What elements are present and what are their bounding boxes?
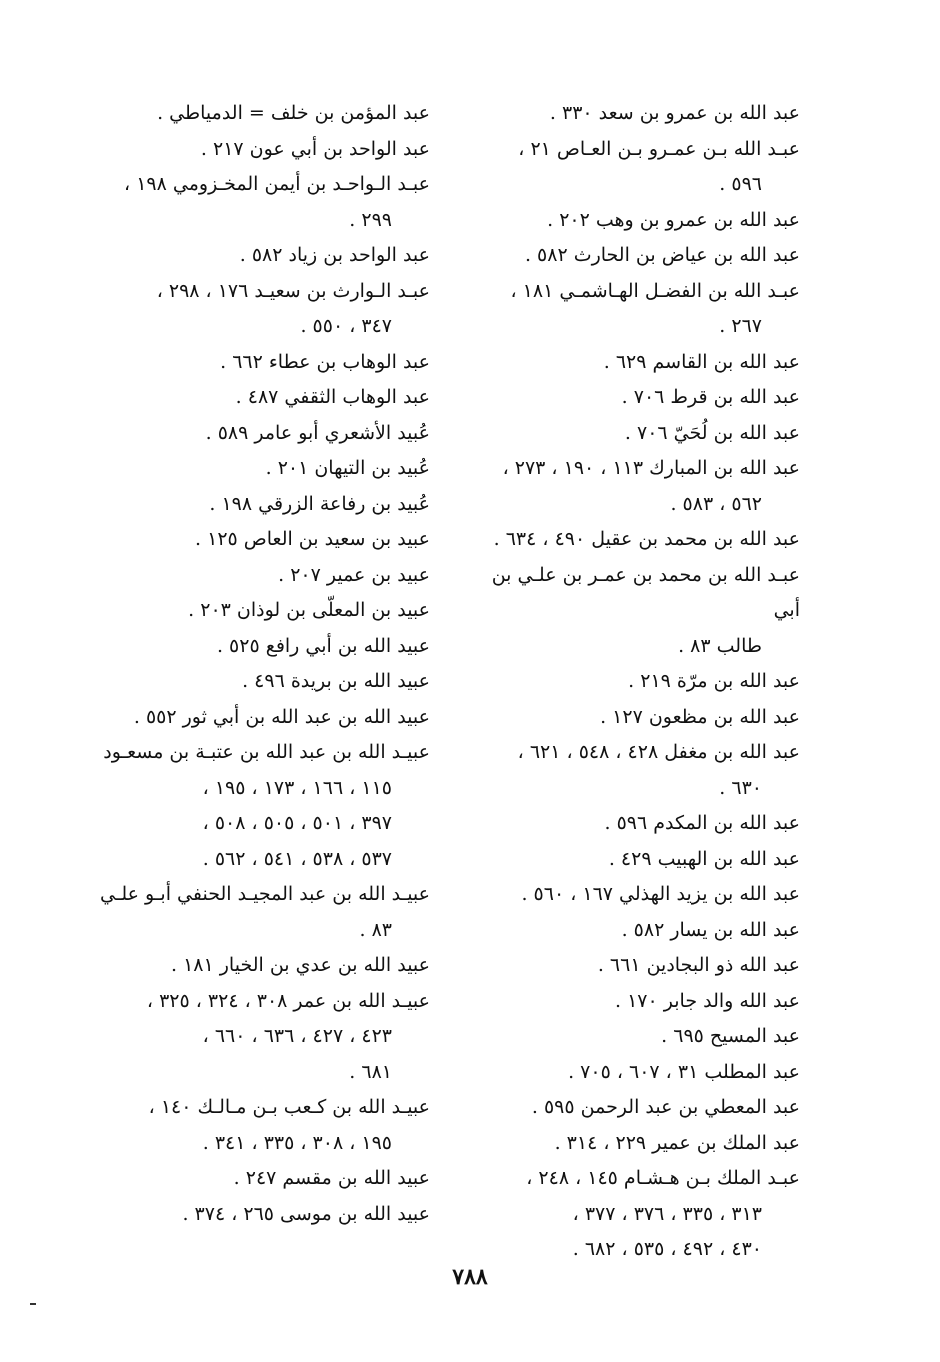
scan-mark [30, 1303, 36, 1305]
index-entry: عبد الله بن الهبيب ٤٢٩ . [608, 847, 800, 870]
index-entry: عبيد الله بن موسى ٢٦٥ ، ٣٧٤ . [182, 1202, 430, 1225]
index-entry: عبد الله بن مرّة ٢١٩ . [628, 670, 800, 692]
index-entry: عبيد الله بن أبي رافع ٥٢٥ . [216, 634, 430, 657]
index-entry: عبيد الله بن عدي بن الخيار ١٨١ . [171, 954, 430, 976]
index-column-left [90, 96, 430, 1232]
index-entry: عبد المؤمن بن خلف = الدمياطي . [157, 102, 430, 124]
index-entry: عبيد بن المعلّى بن لوذان ٢٠٣ . [188, 599, 430, 621]
index-entry: عبد الله بن عمرو بن وهب ٢٠٢ . [547, 208, 800, 231]
index-entry: عبيد بن عمير ٢٠٧ . [278, 563, 430, 586]
index-entry: عبد الله بن قرط ٧٠٦ . [621, 386, 800, 408]
index-entry: عبيد الله بن بريدة ٤٩٦ . [242, 670, 430, 692]
index-entry: عُبيد بن رفاعة الزرقي ١٩٨ . [209, 492, 430, 515]
index-entry-continuation: ١٩٥ ، ٣٠٨ ، ٣٣٥ ، ٣٤١ . [202, 1131, 392, 1154]
index-entry: عبد الوهاب الثقفي ٤٨٧ . [235, 386, 430, 408]
index-entry: عبـد الملك بـن هـشـام ١٤٥ ، ٢٤٨ ، [526, 1167, 800, 1189]
index-entry-continuation: ٣٩٧ ، ٥٠١ ، ٥٠٥ ، ٥٠٨ ، [202, 812, 392, 834]
index-entry: عبد الله بن المكدم ٥٩٦ . [604, 812, 800, 834]
index-entry: عبد الواحد بن زياد ٥٨٢ . [239, 244, 430, 266]
index-entry: عبيد بن سعيد بن العاص ١٢٥ . [195, 528, 430, 550]
index-entry: عبـد الله بن محمد بن عمـر بن علـي بن أبي [491, 563, 800, 621]
index-entry: عبـد الـوارث بن سعيـد ١٧٦ ، ٢٩٨ ، [156, 279, 430, 302]
index-entry-continuation: ٥٣٧ ، ٥٣٨ ، ٥٤١ ، ٥٦٢ . [202, 847, 392, 870]
index-entry: عبيد الله بن عبد الله بن أبي ثور ٥٥٢ . [133, 705, 430, 728]
index-entry: عبد الله بن محمد بن عقيل ٤٩٠ ، ٦٣٤ . [493, 528, 800, 550]
index-entry-continuation: طالب ٨٣ . [678, 634, 762, 657]
index-entry-continuation: ٥٦٢ ، ٥٨٣ . [670, 492, 762, 515]
page-number: ٧٨٨ [452, 1264, 488, 1290]
index-entry-continuation: ٢٩٩ . [349, 208, 392, 231]
index-entry-continuation: ٣٤٧ ، ٥٥٠ . [300, 315, 392, 337]
index-entry: عبد الله بن المبارك ١١٣ ، ١٩٠ ، ٢٧٣ ، [502, 457, 800, 479]
index-entry: عُبيد بن التيهان ٢٠١ . [265, 457, 430, 479]
index-entry: عبيـد الله بن عمر ٣٠٨ ، ٣٢٤ ، ٣٢٥ ، [146, 989, 430, 1012]
index-entry: عبد الواحد بن أبي عون ٢١٧ . [200, 137, 430, 160]
index-entry: عبد الله بن عمرو بن سعد ٣٣٠ . [549, 102, 800, 124]
index-entry: عُبيد الأشعري أبو عامر ٥٨٩ . [205, 421, 430, 444]
index-entry: عبد الله بن مغفل ٤٢٨ ، ٥٤٨ ، ٦٢١ ، [517, 741, 800, 763]
index-entry: عبد الوهاب بن عطاء ٦٦٢ . [220, 350, 430, 373]
index-entry: عبد الملك بن عمير ٢٢٩ ، ٣١٤ . [554, 1131, 800, 1154]
index-entry: عبد الله بن يسار ٥٨٢ . [621, 918, 800, 941]
index-entry-continuation: ٢٦٧ . [719, 315, 762, 337]
index-entry-continuation: ٦٨١ . [349, 1060, 392, 1083]
index-entry: عبد الله بن عياض بن الحارث ٥٨٢ . [524, 244, 800, 266]
index-entry: عبد الله ذو البجادين ٦٦١ . [597, 954, 800, 976]
index-entry: عبد الله بن مظعون ١٢٧ . [600, 705, 800, 728]
index-entry: عبد الله بن القاسم ٦٢٩ . [603, 350, 800, 373]
index-entry: عبد الله بن يزيد الهذلي ١٦٧ ، ٥٦٠ . [521, 883, 800, 905]
index-entry: عبيـد الله بن عبد المجيـد الحنفي أبـو علـي [99, 883, 430, 905]
index-entry-continuation: ٦٣٠ . [719, 776, 762, 799]
index-entry-continuation: ٤٣٠ ، ٤٩٢ ، ٥٣٥ ، ٦٨٢ . [572, 1238, 762, 1260]
index-entry: عبد الله بن لُحَيّ ٧٠٦ . [624, 421, 800, 444]
index-entry: عبـد الله بن الفضـل الهـاشمـي ١٨١ ، [510, 279, 800, 302]
index-entry: عبـد الله بـن عمـرو بـن العـاص ٢١ ، [518, 137, 800, 160]
index-entry: عبيـد الله بن كـعب بـن مـالـك ١٤٠ ، [148, 1096, 430, 1118]
index-column-right [460, 96, 800, 1268]
index-entry-continuation: ٤٢٣ ، ٤٢٧ ، ٦٣٦ ، ٦٦٠ ، [202, 1025, 392, 1047]
index-entry-continuation: ١١٥ ، ١٦٦ ، ١٧٣ ، ١٩٥ ، [202, 776, 392, 799]
index-entry-continuation: ٥٩٦ . [719, 173, 762, 195]
index-entry: عبد الله والد جابر ١٧٠ . [615, 989, 800, 1012]
index-entry-continuation: ٣١٣ ، ٣٣٥ ، ٣٧٦ ، ٣٧٧ ، [572, 1202, 762, 1225]
index-entry-continuation: ٨٣ . [359, 918, 392, 941]
index-entry: عبيـد الله بن عبد الله بن عتبـة بن مسعـود [103, 741, 430, 763]
index-entry: عبد المسيح ٦٩٥ . [661, 1025, 800, 1047]
index-entry: عبيد الله بن مقسم ٢٤٧ . [233, 1167, 430, 1189]
index-entry: عبـد الـواحـد بن أيمن المخـزومي ١٩٨ ، [124, 173, 430, 195]
index-entry: عبد المطلب ٣١ ، ٦٠٧ ، ٧٠٥ . [568, 1060, 800, 1083]
index-entry: عبد المعطي بن عبد الرحمن ٥٩٥ . [531, 1096, 800, 1118]
